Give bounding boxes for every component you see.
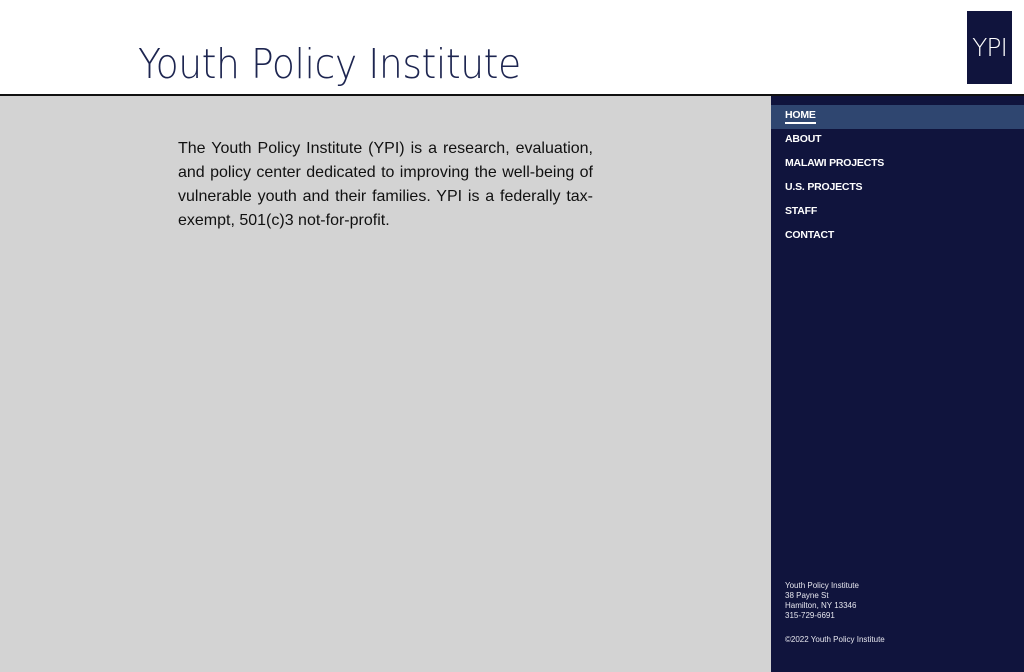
main-nav: [771, 105, 1024, 249]
nav-item-label: ABOUT: [785, 133, 822, 145]
sidebar: [771, 96, 1024, 672]
footer-street: 38 Payne St: [785, 591, 829, 600]
site-header: [0, 0, 1024, 96]
nav-item-label: U.S. PROJECTS: [785, 181, 863, 193]
nav-item-us-projects[interactable]: [771, 177, 1024, 201]
footer-copyright: ©2022 Youth Policy Institute: [785, 635, 885, 644]
nav-item-label: MALAWI PROJECTS: [785, 157, 885, 169]
site-title[interactable]: Youth Policy Institute: [138, 40, 521, 88]
intro-paragraph: The Youth Policy Institute (YPI) is a research, evaluation, and policy center dedicated to improving the well-being of vulnerable youth and their families. YPI is a federally tax-exempt, 501(c)3 not-for-profit.: [178, 140, 593, 229]
nav-item-malawi-projects[interactable]: [771, 153, 1024, 177]
nav-item-contact[interactable]: [771, 225, 1024, 249]
footer-city: Hamilton, NY 13346: [785, 601, 857, 610]
footer-address: [785, 581, 885, 645]
nav-item-label: HOME: [785, 109, 816, 124]
nav-item-about[interactable]: [771, 129, 1024, 153]
footer-org-name: Youth Policy Institute: [785, 581, 859, 590]
nav-item-label: STAFF: [785, 205, 818, 217]
nav-item-label: CONTACT: [785, 229, 835, 241]
nav-item-staff[interactable]: [771, 201, 1024, 225]
nav-item-home[interactable]: [771, 105, 1024, 129]
ypi-logo[interactable]: YPI: [967, 11, 1012, 84]
footer-phone: 315-729-6691: [785, 611, 835, 620]
